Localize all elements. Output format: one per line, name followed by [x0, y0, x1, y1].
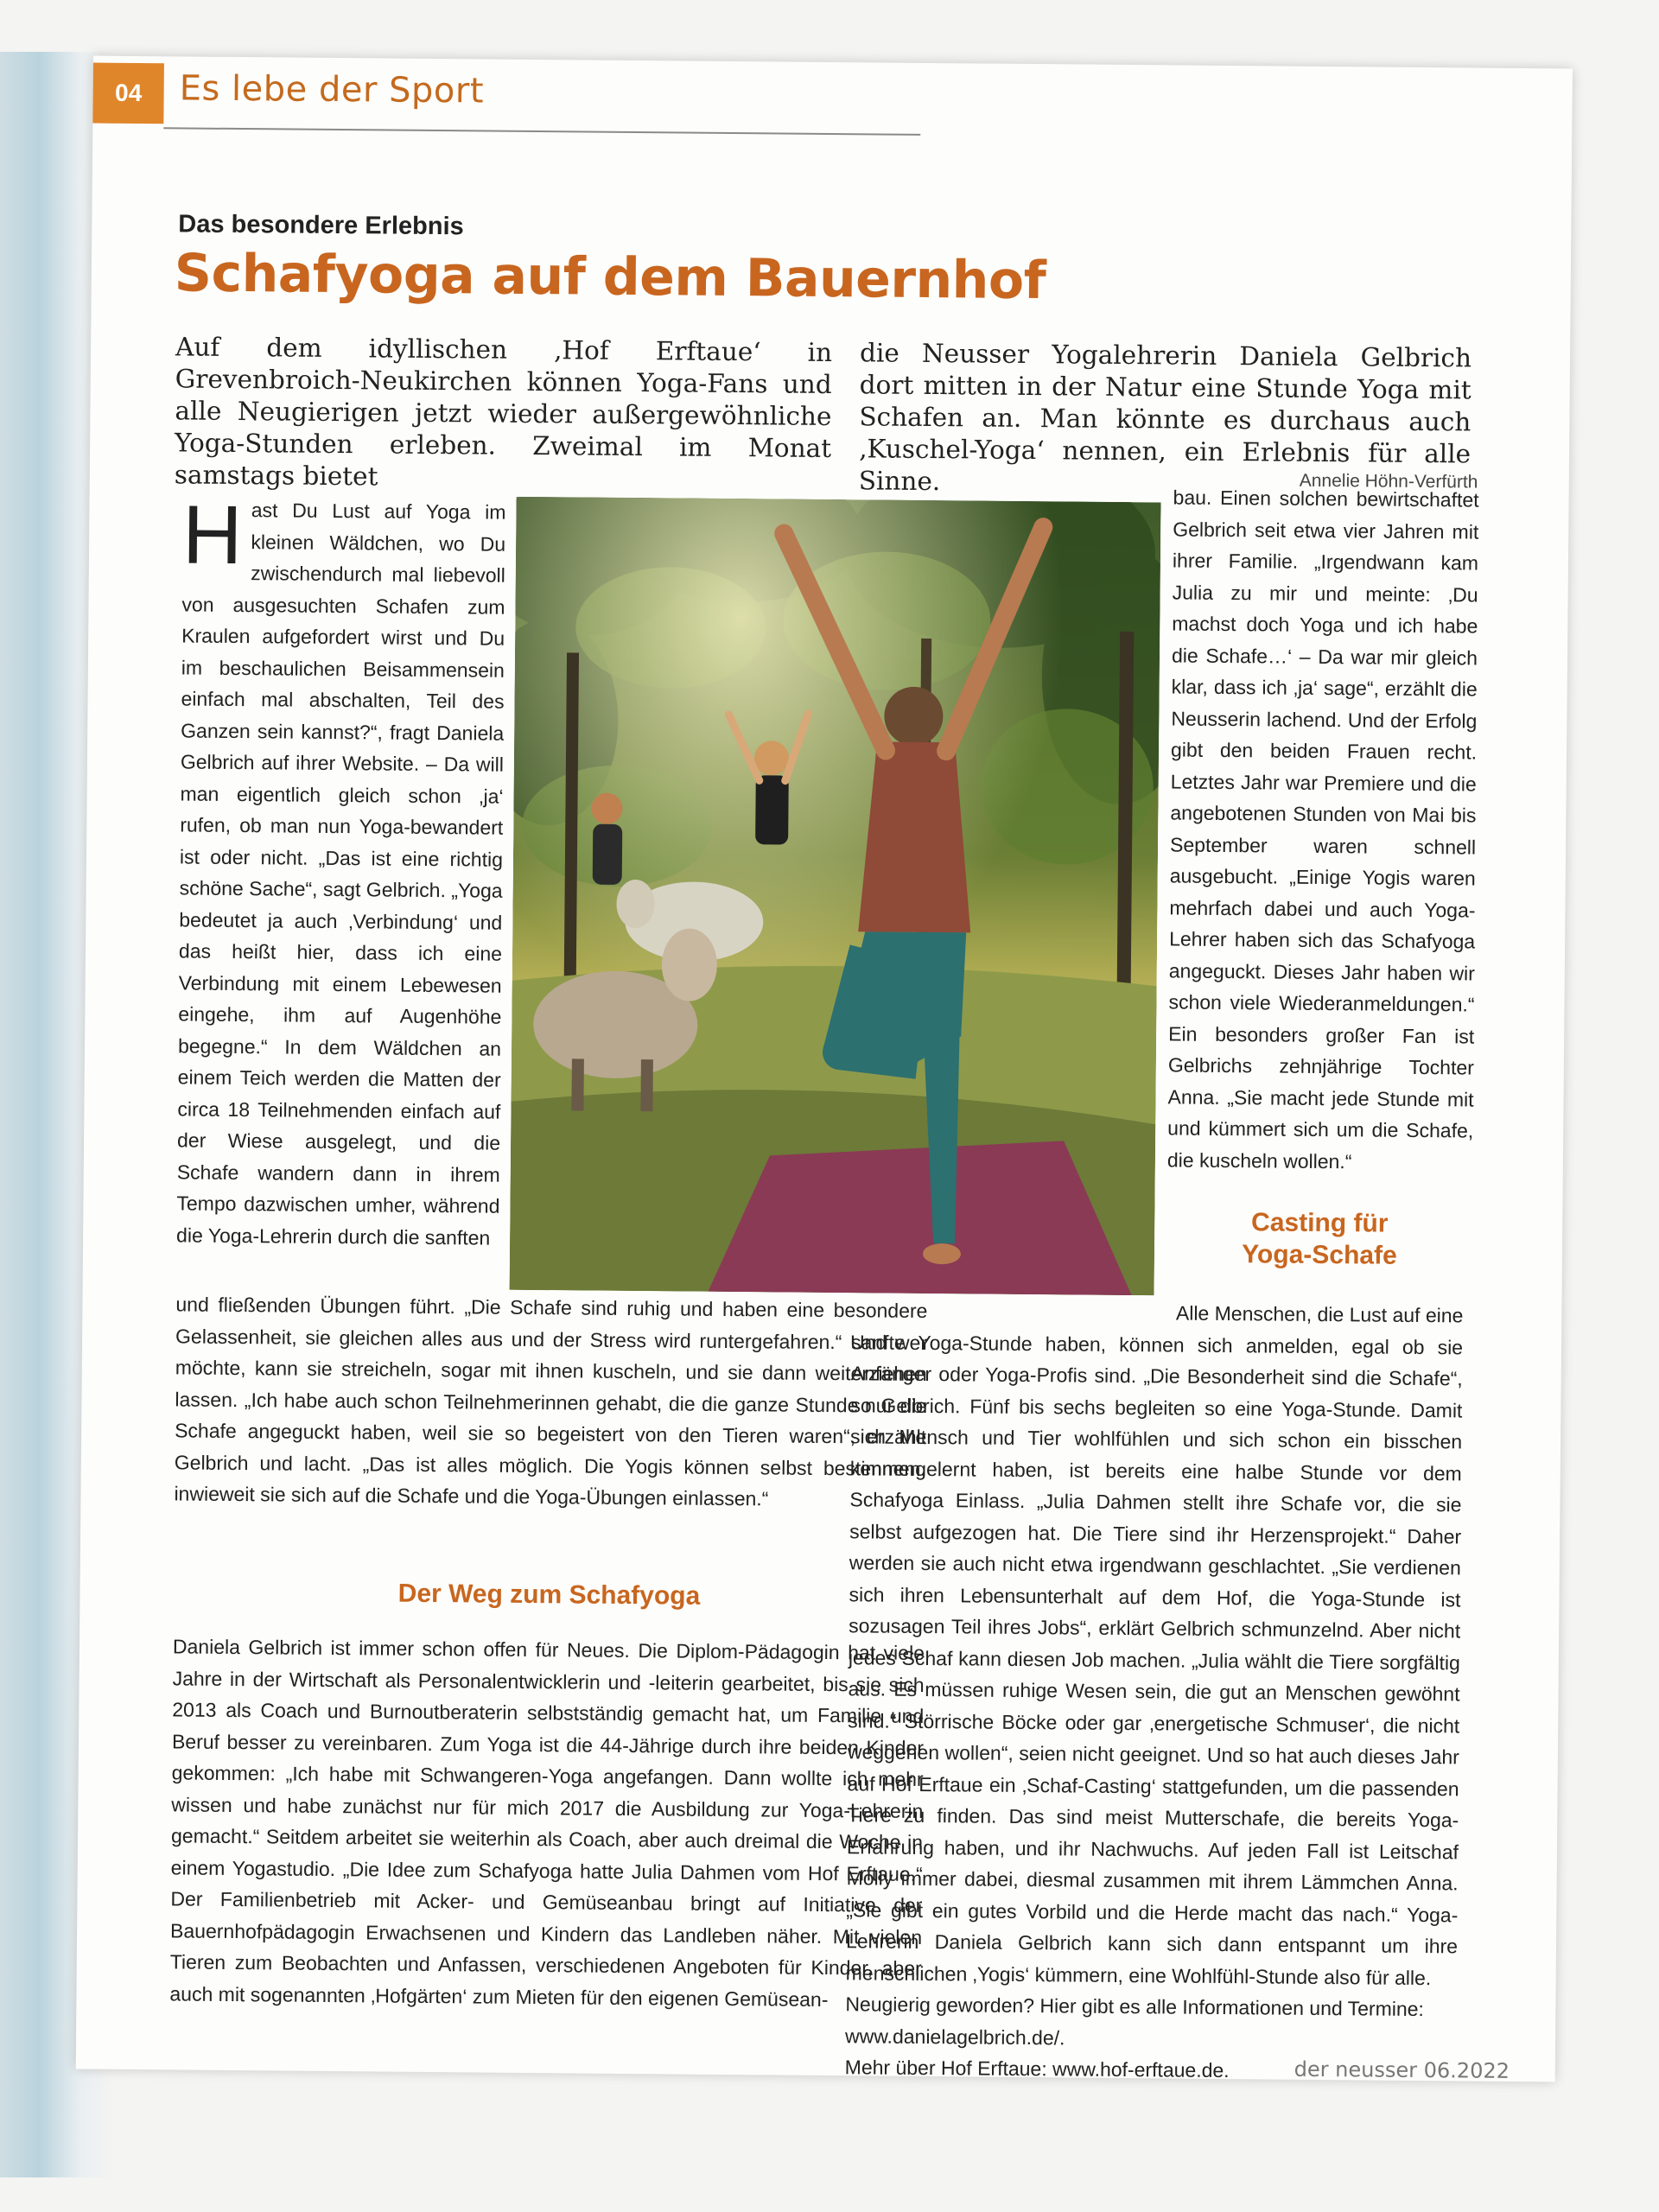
body-text: Daniela Gelbrich ist immer schon offen für Neues. Die Diplom-Pädagogin hat viele Jahre in der Wirtschaft als Personalentwicklerin und -leiterin gearbeitet, bis sie sich 2013 als Coach und Burnoutberaterin selbstständig gemacht hat, um Familie und Beruf besser zu vereinbaren. Zum Yoga ist die 44-Jährige durch ihre beiden Kinder gekommen: „Ich habe mit Schwangeren-Yoga angefangen. Dann wollte ich mehr wissen und habe zunächst nur für mich 2017 die Ausbildung zur Yoga-Lehrerin gemacht.“ Seitdem arbeitet sie weiterhin als Coach, aber auch dreimal die Woche in einem Yogastudio. „Die Idee zum Schafyoga hatte Julia Dahmen vom Hof Erftaue.“ Der Familienbetrieb mit Acker- und Gemüseanbau bringt auf Initiative der Bauernhofpädagogin Erwachsenen und Kindern das Landleben näher. Mit vielen Tieren zum Beobachten und Anfassen, verschiedenen Angeboten für Kinder, aber auch mit sogenannten ‚Hofgärten‘ zum Mieten für den eigenen Gemüsean-: [169, 1635, 925, 2011]
magazine-page: [76, 56, 1573, 2082]
subheading-line-2: Yoga-Schafe: [1242, 1240, 1397, 1270]
body-column-left-bottom: [169, 1630, 925, 2016]
author-byline: Annelie Höhn-Verfürth: [1299, 470, 1478, 493]
body-text: sanfte Yoga-Stunde haben, können sich anmelden, egal ob sie Anfänger oder Yoga-Profis sind. „Die Besonderheit sind die Schafe“, so Gelbrich. Fünf bis sechs begleiten so eine Yoga-Stunde. Damit sich Mensch und Tier wohlfühlen und sich schon ein bisschen kennengelernt haben, ist bereits eine halbe Stunde vor dem Schafyoga Einlass. „Julia Dahmen stellt ihre Schafe vor, die sie selbst aufgezogen hat. Die Tiere sind ihr Herzensprojekt.“ Daher werden sie auch nicht etwa irgendwann geschlachtet. „Sie verdienen sich ihren Lebensunterhalt auf dem Hof, die Yoga-Stunde ist sozusagen Teil ihres Jobs“, erklärt Gelbrich schmunzelnd. Aber nicht jedes Schaf kann diesen Job machen. „Julia wählt die Tiere sorgfältig aus. Es müssen ruhige Wesen sein, die gut an Menschen gewöhnt sind.“ Störrische Böcke oder gar ‚energetische Schmuser‘, die nicht weggehen wollen“, seien nicht geeignet. Und so hat auch dieses Jahr auf Hof Erftaue ein ‚Schaf-Casting‘ stattgefunden, um die passenden Tiere zu finden. Das sind meist Mutterschafe, die bereits Yoga-Erfahrung haben, und ihr Nachwuchs. Auf jeden Fall ist Leitschaf Molly immer dabei, diesmal zusammen mit ihrem Lämmchen Anna. „Sie gibt ein gutes Vorbild und die Herde macht das nach.“ Yoga-Lehrerin Daniela Gelbrich kann sich dann entspannt um ihre menschlichen ‚Yogis‘ kümmern, eine Wohlfühl-Stunde also für alle.: [845, 1330, 1464, 1989]
info-link-erftaue: Mehr über Hof Erftaue: www.hof-erftaue.de.: [844, 2056, 1230, 2082]
header-rule: [163, 127, 920, 136]
headline: Schafyoga auf dem Bauernhof: [174, 243, 1046, 312]
subheading-weg: Der Weg zum Schafyoga: [397, 1579, 701, 1611]
lead-text-right: die Neusser Yogalehrerin Daniela Gelbrich dort mitten in der Natur eine Stunde Yoga mit Schafen an. Man könnte es durchaus auch ‚Kuschel-Yoga‘ nennen, ein Erlebnis für alle Sinne.: [858, 338, 1472, 497]
body-column-left-top: [176, 488, 506, 1253]
page-number: 04: [92, 63, 164, 124]
kicker: Das besondere Erlebnis: [178, 210, 464, 241]
yoga-with-sheep-photo: [510, 497, 1161, 1295]
section-title: Es lebe der Sport: [179, 68, 485, 111]
body-column-right-top: [1167, 481, 1479, 1178]
info-link-gelbrich: www.danielagelbrich.de/.: [844, 2024, 1065, 2049]
article-photo: [510, 497, 1161, 1295]
subheading-casting: [1166, 1205, 1473, 1272]
info-text: Neugierig geworden? Hier gibt es alle Informationen und Termine:: [845, 1993, 1424, 2021]
body-text: bau. Einen solchen bewirtschaftet Gelbrich seit etwa vier Jahren mit ihrer Familie. „Irgendwann kam Julia zu mir und meinte: ‚Du machst doch Yoga und ich habe die Schafe…‘ – Da war mir gleich klar, dass ich ‚ja‘ sage“, erzählt die Neusserin lachend. Und der Erfolg gibt den beiden Frauen recht. Letztes Jahr war Premiere und die angebotenen Stunden von Mai bis September waren schnell ausgebucht. „Einige Yogis waren mehrfach dabei und auch Yoga-Lehrer haben sich das Schafyoga angeguckt. Dieses Jahr haben wir schon viele Wiederanmeldungen.“ Ein besonders großer Fan ist Gelbrichs zehnjährige Tochter Anna. „Sie macht jede Stunde mit und kümmert sich um die Schafe, die kuscheln wollen.“: [1166, 486, 1479, 1173]
drop-cap: H: [181, 488, 243, 582]
body-column-right-bottom: [845, 1294, 1464, 2088]
body-text-lead-in: Alle Menschen, die Lust auf eine: [1175, 1301, 1464, 1327]
body-text: ast Du Lust auf Yoga im kleinen Wäldchen, wo Du zwischendurch mal liebevoll von ausgesuchten Schafen zum Kraulen aufgefordert wirst und Du im beschaulichen Beisammensein einfach mal abschalten, Teil des Ganzen sein kannst?“, fragt Daniela Gelbrich auf ihrer Website. – Da will man eigentlich gleich schon ‚ja‘ rufen, ob man nun Yoga-bewandert ist oder nicht. „Das ist eine richtig schöne Sache“, sagt Gelbrich. „Yoga bedeutet ja auch ‚Verbindung‘ und das heißt hier, dass ich eine Verbindung mit einem Lebewesen eingehe, ihm auf Augenhöhe begegne.“ In dem Wäldchen an einem Teich werden die Matten der circa 18 Teilnehmenden einfach auf der Wiese ausgelegt, und die Schafe wandern dann in ihrem Tempo dazwischen umher, während die Yoga-Lehrerin durch die sanften: [176, 499, 506, 1249]
body-text: und fließenden Übungen führt. „Die Schafe sind ruhig und haben eine besondere Gelassenheit, sie gleichen alles aus und der Stress wird runtergefahren.“ Und wer möchte, kann sie streicheln, sogar mit ihnen kuscheln, und sie dann weiterziehen lassen. „Ich habe auch schon Teilnehmerinnen gehabt, die die ganze Stunde nur die Schafe angeguckt haben, weil sie so begeistert von den Tieren waren“, erzählt Gelbrich und lacht. „Das ist alles möglich. Die Yogis können selbst bestimmen, inwieweit sie sich auf die Schafe und die Yoga-Übungen einlassen.“: [174, 1293, 928, 1510]
lead-text-left: Auf dem idyllischen ‚Hof Erftaue‘ in Grevenbroich-Neukirchen können Yoga-Fans und alle Neugierigen jetzt wieder außergewöhnliche Yoga-Stunden erleben. Zweimal im Monat samstags bietet: [174, 332, 833, 492]
subheading-line-1: Casting für: [1250, 1208, 1389, 1238]
body-column-left-continued: [174, 1288, 927, 1516]
issue-footer: der neusser 06.2022: [1294, 2056, 1510, 2083]
